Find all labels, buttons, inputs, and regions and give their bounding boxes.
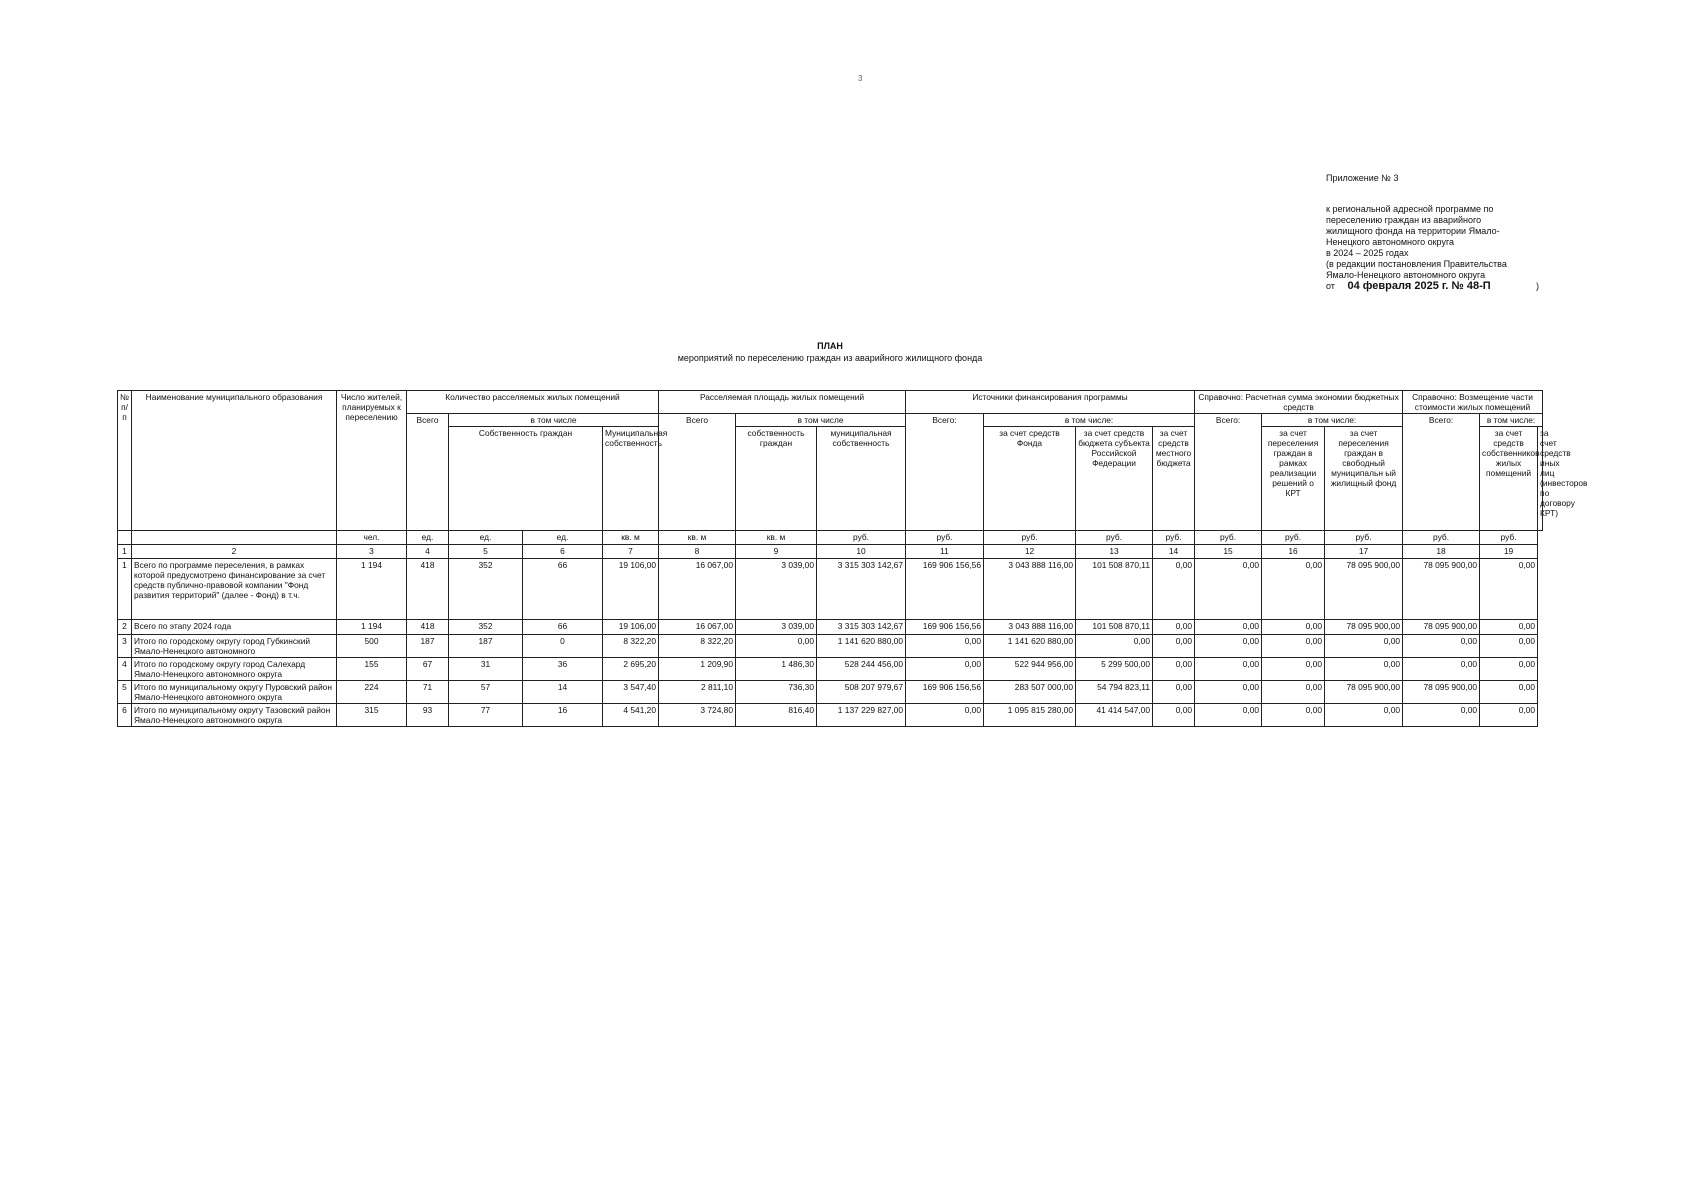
- table-cell: 1 486,30: [736, 658, 817, 681]
- table-cell: 0,00: [1403, 658, 1480, 681]
- annex-line: Ямало-Ненецкого автономного округа: [1326, 270, 1486, 280]
- table-cell: 0,00: [1195, 620, 1262, 635]
- table-cell: 66: [523, 620, 603, 635]
- header-qty-incl: в том числе: [449, 414, 659, 427]
- column-index-row: [118, 545, 1543, 559]
- table-cell: 3 724,80: [659, 704, 736, 727]
- table-cell: 224: [337, 681, 407, 704]
- table-cell: 352: [449, 559, 523, 620]
- row-municipality-name: Итого по муниципальному округу Пуровский район Ямало-Ненецкого автономного округа: [132, 681, 337, 704]
- unit-cell: руб.: [1403, 531, 1480, 545]
- header-residents: Число жителей, планируемых к переселению: [337, 391, 407, 531]
- table-cell: 78 095 900,00: [1403, 559, 1480, 620]
- column-index-cell: 2: [132, 545, 337, 559]
- header-qty-municipal: Муниципальная собственность: [603, 427, 659, 531]
- header-area-total: Всего: [659, 414, 736, 531]
- table-cell: 3 039,00: [736, 620, 817, 635]
- header-fin-fund: за счет средств Фонда: [984, 427, 1076, 531]
- unit-cell: руб.: [1480, 531, 1538, 545]
- header-sav-free: за счет переселения граждан в свободный муниципальн ый жилищный фонд: [1325, 427, 1403, 531]
- annex-line: Ненецкого автономного округа: [1326, 237, 1455, 247]
- table-row: [118, 658, 1543, 681]
- unit-cell: руб.: [1153, 531, 1195, 545]
- table-cell: 5 299 500,00: [1076, 658, 1153, 681]
- unit-cell: ед.: [449, 531, 523, 545]
- annex-block: [1326, 173, 1576, 292]
- table-cell: 0,00: [906, 704, 984, 727]
- table-cell: 16 067,00: [659, 559, 736, 620]
- row-municipality-name: Всего по программе переселения, в рамках которой предусмотрено финансирование за счет средств публично-правовой компании "Фонд развития территорий" (далее - Фонд) в т.ч.: [132, 559, 337, 620]
- header-name: Наименование муниципального образования: [132, 391, 337, 531]
- table-cell: 0,00: [1153, 635, 1195, 658]
- unit-cell: руб.: [817, 531, 906, 545]
- header-sav-total: Всего:: [1195, 414, 1262, 531]
- table-cell: 67: [407, 658, 449, 681]
- table-cell: 736,30: [736, 681, 817, 704]
- table-cell: 0,00: [1480, 658, 1538, 681]
- table-cell: 1 141 620 880,00: [817, 635, 906, 658]
- table-cell: 78 095 900,00: [1403, 681, 1480, 704]
- unit-cell-empty: [132, 531, 337, 545]
- column-index-cell: 11: [906, 545, 984, 559]
- column-index-cell: 8: [659, 545, 736, 559]
- table-cell: 500: [337, 635, 407, 658]
- row-municipality-name: Итого по муниципальному округу Тазовский район Ямало-Ненецкого автономного округа: [132, 704, 337, 727]
- table-cell: 0,00: [1262, 559, 1325, 620]
- table-cell: 4 541,20: [603, 704, 659, 727]
- row-number: 1: [118, 559, 132, 620]
- header-num: № п/п: [118, 391, 132, 531]
- table-cell: 155: [337, 658, 407, 681]
- page-number: 3: [858, 74, 863, 83]
- column-index-cell: 19: [1480, 545, 1538, 559]
- table-cell: 0: [523, 635, 603, 658]
- header-financing-group: Источники финансирования программы: [906, 391, 1195, 414]
- header-fin-total: Всего:: [906, 414, 984, 531]
- unit-cell: ед.: [523, 531, 603, 545]
- document-title: [0, 340, 1660, 364]
- table-cell: 0,00: [1195, 704, 1262, 727]
- header-fin-incl: в том числе:: [984, 414, 1195, 427]
- column-index-cell: 12: [984, 545, 1076, 559]
- table-cell: 522 944 956,00: [984, 658, 1076, 681]
- header-fin-local: за счет средств местного бюджета: [1153, 427, 1195, 531]
- column-index-cell: 5: [449, 545, 523, 559]
- header-comp-incl: в том числе:: [1480, 414, 1543, 427]
- table-cell: 0,00: [1403, 704, 1480, 727]
- table-cell: 3 315 303 142,67: [817, 559, 906, 620]
- table-cell: 1 141 620 880,00: [984, 635, 1076, 658]
- annex-line: в 2024 – 2025 годах: [1326, 248, 1409, 258]
- header-qty-private: Собственность граждан: [449, 427, 603, 531]
- table-cell: 528 244 456,00: [817, 658, 906, 681]
- table-cell: 0,00: [1325, 635, 1403, 658]
- column-index-cell: 3: [337, 545, 407, 559]
- table-row: [118, 681, 1543, 704]
- table-cell: 93: [407, 704, 449, 727]
- column-index-cell: 1: [118, 545, 132, 559]
- table-cell: 2 811,10: [659, 681, 736, 704]
- row-number: 5: [118, 681, 132, 704]
- column-index-cell: 13: [1076, 545, 1153, 559]
- table-cell: 101 508 870,11: [1076, 559, 1153, 620]
- table-cell: 0,00: [1480, 704, 1538, 727]
- table-row: [118, 559, 1543, 620]
- table-cell: 169 906 156,56: [906, 620, 984, 635]
- unit-cell: кв. м: [659, 531, 736, 545]
- table-cell: 16: [523, 704, 603, 727]
- table-cell: 1 194: [337, 620, 407, 635]
- table-cell: 0,00: [1262, 681, 1325, 704]
- table-cell: 8 322,20: [603, 635, 659, 658]
- table-cell: 19 106,00: [603, 559, 659, 620]
- row-number: 3: [118, 635, 132, 658]
- table-cell: 0,00: [1480, 620, 1538, 635]
- resettlement-plan-table: [117, 390, 1588, 727]
- table-cell: 0,00: [1153, 620, 1195, 635]
- annex-date-line: [1326, 281, 1576, 292]
- header-comp-other: за счет средств иных лиц (инвесторов по договору КРТ): [1538, 427, 1543, 531]
- column-index-cell: 9: [736, 545, 817, 559]
- table-cell: 101 508 870,11: [1076, 620, 1153, 635]
- column-index-cell: 6: [523, 545, 603, 559]
- table-cell: 0,00: [1480, 559, 1538, 620]
- table-cell: 0,00: [1195, 658, 1262, 681]
- table-cell: 2 695,20: [603, 658, 659, 681]
- row-number: 6: [118, 704, 132, 727]
- header-compensation-group: Справочно: Возмещение части стоимости жилых помещений: [1403, 391, 1543, 414]
- unit-cell: руб.: [906, 531, 984, 545]
- header-area-incl: в том числе: [736, 414, 906, 427]
- header-qty-total: Всего: [407, 414, 449, 531]
- header-savings-group: Справочно: Расчетная сумма экономии бюджетных средств: [1195, 391, 1403, 414]
- header-sav-incl: в том числе:: [1262, 414, 1403, 427]
- header-area-group: Расселяемая площадь жилых помещений: [659, 391, 906, 414]
- annex-title: Приложение № 3: [1326, 173, 1399, 183]
- column-index-cell: 18: [1403, 545, 1480, 559]
- table-cell: 78 095 900,00: [1325, 559, 1403, 620]
- plan-heading: ПЛАН: [817, 341, 843, 351]
- header-area-municipal: муниципальная собственность: [817, 427, 906, 531]
- table-cell: 77: [449, 704, 523, 727]
- table-cell: 1 209,90: [659, 658, 736, 681]
- row-number: 2: [118, 620, 132, 635]
- table-cell: 0,00: [1403, 635, 1480, 658]
- table-cell: 0,00: [1153, 704, 1195, 727]
- unit-cell: руб.: [984, 531, 1076, 545]
- table-cell: 3 043 888 116,00: [984, 620, 1076, 635]
- table-cell: 0,00: [1480, 681, 1538, 704]
- resolution-date: 04 февраля 2025 г. № 48-П: [1347, 280, 1491, 292]
- unit-cell: чел.: [337, 531, 407, 545]
- table-cell: 31: [449, 658, 523, 681]
- row-municipality-name: Итого по городскому округу город Салехард Ямало-Ненецкого автономного округа: [132, 658, 337, 681]
- table-cell: 0,00: [736, 635, 817, 658]
- annex-line: жилищного фонда на территории Ямало-: [1326, 226, 1500, 236]
- table-row: [118, 635, 1543, 658]
- unit-cell: руб.: [1076, 531, 1153, 545]
- column-index-cell: 10: [817, 545, 906, 559]
- table-cell: 1 095 815 280,00: [984, 704, 1076, 727]
- column-index-cell: 7: [603, 545, 659, 559]
- header-qty-group: Количество расселяемых жилых помещений: [407, 391, 659, 414]
- table-cell: 66: [523, 559, 603, 620]
- table-cell: 315: [337, 704, 407, 727]
- table-cell: 0,00: [1262, 635, 1325, 658]
- table-cell: 0,00: [1195, 559, 1262, 620]
- header-comp-total: Всего:: [1403, 414, 1480, 531]
- table-cell: 78 095 900,00: [1325, 620, 1403, 635]
- plan-subheading: мероприятий по переселению граждан из аварийного жилищного фонда: [677, 353, 983, 363]
- table-cell: 1 194: [337, 559, 407, 620]
- table-cell: 71: [407, 681, 449, 704]
- row-municipality-name: Итого по городскому округу город Губкинский Ямало-Ненецкого автономного: [132, 635, 337, 658]
- row-number: 4: [118, 658, 132, 681]
- table-cell: 54 794 823,11: [1076, 681, 1153, 704]
- unit-cell-empty: [118, 531, 132, 545]
- table-cell: 3 039,00: [736, 559, 817, 620]
- table-cell: 36: [523, 658, 603, 681]
- table-cell: 0,00: [1480, 635, 1538, 658]
- table-cell: 0,00: [1262, 704, 1325, 727]
- unit-cell: ед.: [407, 531, 449, 545]
- unit-cell: кв. м: [603, 531, 659, 545]
- table-cell: 8 322,20: [659, 635, 736, 658]
- header-comp-owners: за счет средств собственников жилых помещений: [1480, 427, 1538, 531]
- unit-cell: руб.: [1195, 531, 1262, 545]
- table-cell: 508 207 979,67: [817, 681, 906, 704]
- unit-cell: руб.: [1325, 531, 1403, 545]
- table-cell: 0,00: [1153, 658, 1195, 681]
- table-cell: 418: [407, 620, 449, 635]
- table-cell: 0,00: [1262, 620, 1325, 635]
- header-row-1: [118, 391, 1543, 414]
- row-municipality-name: Всего по этапу 2024 года: [132, 620, 337, 635]
- annex-line: к региональной адресной программе по: [1326, 204, 1494, 214]
- header-area-private: собственность граждан: [736, 427, 817, 531]
- column-index-cell: 16: [1262, 545, 1325, 559]
- table-cell: 19 106,00: [603, 620, 659, 635]
- table-cell: 169 906 156,56: [906, 559, 984, 620]
- annex-line: переселению граждан из аварийного: [1326, 215, 1482, 225]
- table-cell: 0,00: [1195, 635, 1262, 658]
- unit-cell: руб.: [1262, 531, 1325, 545]
- table-cell: 187: [449, 635, 523, 658]
- table-cell: 3 043 888 116,00: [984, 559, 1076, 620]
- column-index-cell: 15: [1195, 545, 1262, 559]
- table-cell: 0,00: [1153, 559, 1195, 620]
- table-cell: 78 095 900,00: [1403, 620, 1480, 635]
- unit-cell: кв. м: [736, 531, 817, 545]
- table-cell: 16 067,00: [659, 620, 736, 635]
- units-row: [118, 531, 1543, 545]
- table-cell: 0,00: [906, 658, 984, 681]
- table-cell: 57: [449, 681, 523, 704]
- table-cell: 41 414 547,00: [1076, 704, 1153, 727]
- table-cell: 0,00: [1262, 658, 1325, 681]
- table-cell: 78 095 900,00: [1325, 681, 1403, 704]
- column-index-cell: 14: [1153, 545, 1195, 559]
- table-cell: 169 906 156,56: [906, 681, 984, 704]
- header-sav-krt: за счет переселения граждан в рамках реализации решений о КРТ: [1262, 427, 1325, 531]
- column-index-cell: 17: [1325, 545, 1403, 559]
- table-cell: 187: [407, 635, 449, 658]
- header-fin-region: за счет средств бюджета субъекта Российской Федерации: [1076, 427, 1153, 531]
- table-cell: 0,00: [1325, 658, 1403, 681]
- table-row: [118, 620, 1543, 635]
- table-cell: 3 547,40: [603, 681, 659, 704]
- table-cell: 0,00: [1195, 681, 1262, 704]
- table-row: [118, 704, 1543, 727]
- table-cell: 816,40: [736, 704, 817, 727]
- table-cell: 1 137 229 827,00: [817, 704, 906, 727]
- table-cell: 418: [407, 559, 449, 620]
- table-cell: 283 507 000,00: [984, 681, 1076, 704]
- table-cell: 0,00: [1325, 704, 1403, 727]
- table-cell: 14: [523, 681, 603, 704]
- table-cell: 3 315 303 142,67: [817, 620, 906, 635]
- table-cell: 352: [449, 620, 523, 635]
- column-index-cell: 4: [407, 545, 449, 559]
- annex-line: (в редакции постановления Правительства: [1326, 259, 1507, 269]
- table-cell: 0,00: [906, 635, 984, 658]
- table-cell: 0,00: [1076, 635, 1153, 658]
- date-suffix: ): [1536, 281, 1539, 291]
- date-prefix: от: [1326, 281, 1335, 291]
- table-cell: 0,00: [1153, 681, 1195, 704]
